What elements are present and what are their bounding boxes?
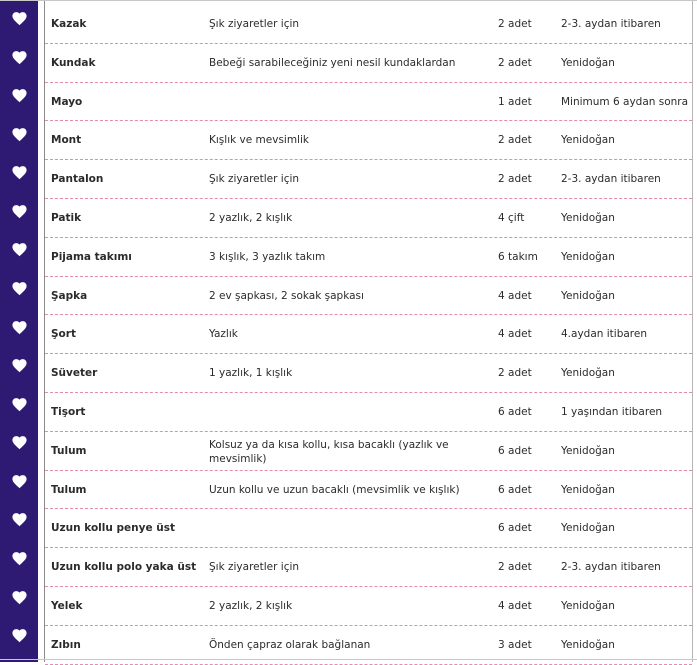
item-name: Mont (51, 134, 82, 147)
item-age: 2-3. aydan itibaren (561, 173, 661, 186)
item-age: Yenidoğan (561, 134, 615, 147)
heart-icon (11, 241, 28, 258)
item-age: Yenidoğan (561, 289, 615, 302)
item-name: Pijama takımı (51, 250, 132, 263)
item-name: Tulum (51, 483, 87, 496)
heart-icon (11, 49, 28, 66)
heart-icon (11, 589, 28, 606)
table-row (45, 160, 692, 199)
table-row (45, 5, 692, 44)
item-age: Yenidoğan (561, 638, 615, 651)
item-age: 4.aydan itibaren (561, 328, 648, 341)
item-age: Yenidoğan (561, 483, 615, 496)
item-name: Şort (51, 328, 76, 341)
table-row (45, 471, 692, 510)
item-name: Tişort (51, 406, 86, 418)
table-row (45, 277, 692, 316)
item-description: Yazlık (209, 328, 238, 341)
item-name: Uzun kollu penye üst (51, 522, 175, 535)
item-description: 2 yazlık, 2 kışlık (209, 600, 293, 612)
item-age: Yenidoğan (561, 56, 615, 69)
item-name: Mayo (51, 95, 83, 108)
heart-icon (11, 473, 28, 490)
item-age: Minimum 6 aydan sonra (561, 95, 689, 108)
item-name: Yelek (51, 600, 83, 612)
item-description: 3 kışlık, 3 yazlık takım (209, 250, 326, 263)
item-name: Kazak (51, 18, 87, 30)
item-name: Pantalon (51, 173, 104, 186)
item-description: Kolsuz ya da kısa kollu, kısa bacaklı (yazlık ve mevsimlik) (209, 438, 449, 465)
heart-icon (11, 164, 28, 181)
table-row (45, 121, 692, 160)
heart-icon (11, 280, 28, 297)
bottom-border (0, 659, 697, 660)
table-row (45, 587, 692, 626)
item-quantity: 3 adet (498, 638, 532, 651)
item-description: Kışlık ve mevsimlik (209, 134, 309, 147)
item-age: 2-3. aydan itibaren (561, 561, 661, 574)
item-quantity: 4 adet (498, 328, 532, 341)
table-row (45, 44, 692, 83)
item-age: 2-3. aydan itibaren (561, 18, 661, 30)
item-description: Şık ziyaretler için (209, 18, 300, 30)
item-name: Süveter (51, 367, 98, 380)
heart-icon (11, 434, 28, 451)
item-quantity: 6 adet (498, 522, 532, 535)
item-quantity: 6 adet (498, 483, 532, 496)
table-row (45, 315, 692, 354)
item-description: Şık ziyaretler için (209, 173, 300, 186)
item-quantity: 6 adet (498, 406, 532, 418)
item-description: 1 yazlık, 1 kışlık (209, 367, 293, 380)
table-row (45, 393, 692, 432)
item-name: Şapka (51, 289, 88, 302)
item-age: Yenidoğan (561, 600, 615, 612)
item-description: 2 yazlık, 2 kışlık (209, 212, 293, 224)
item-name: Uzun kollu polo yaka üst (51, 561, 197, 574)
heart-icon (11, 627, 28, 644)
table-row (45, 509, 692, 548)
item-quantity: 4 adet (498, 600, 532, 612)
item-age: Yenidoğan (561, 444, 615, 457)
table-row (45, 199, 692, 238)
item-quantity: 4 adet (498, 289, 532, 302)
heart-icon (11, 550, 28, 567)
heart-icon (11, 126, 28, 143)
item-age: Yenidoğan (561, 367, 615, 380)
item-name: Patik (51, 212, 82, 224)
item-age: Yenidoğan (561, 250, 615, 263)
item-description: Uzun kollu ve uzun bacaklı (mevsimlik ve kışlık) (209, 483, 460, 496)
heart-icon (11, 87, 28, 104)
item-quantity: 2 adet (498, 561, 532, 574)
heart-icon (11, 396, 28, 413)
item-quantity: 1 adet (498, 95, 532, 108)
heart-icon (11, 203, 28, 220)
item-quantity: 2 adet (498, 18, 532, 30)
item-name: Tulum (51, 444, 87, 457)
table-row (45, 548, 692, 587)
table-row (45, 432, 692, 471)
item-quantity: 2 adet (498, 173, 532, 186)
heart-icon (11, 319, 28, 336)
item-description: Şık ziyaretler için (209, 561, 300, 574)
item-age: Yenidoğan (561, 522, 615, 535)
item-description: 2 ev şapkası, 2 sokak şapkası (209, 289, 364, 302)
table-row (45, 83, 692, 122)
decorative-hearts-band (0, 1, 38, 662)
item-quantity: 4 çift (498, 212, 525, 224)
item-age: Yenidoğan (561, 212, 615, 224)
table-row (45, 238, 692, 277)
item-description: Bebeği sarabileceğiniz yeni nesil kundaklardan (209, 56, 456, 69)
heart-icon (11, 357, 28, 374)
heart-icon (11, 511, 28, 528)
item-quantity: 2 adet (498, 56, 532, 69)
item-quantity: 6 takım (498, 250, 538, 263)
item-name: Kundak (51, 56, 96, 69)
heart-icon (11, 10, 28, 27)
item-quantity: 2 adet (498, 367, 532, 380)
item-description: Önden çapraz olarak bağlanan (209, 638, 371, 651)
item-quantity: 6 adet (498, 444, 532, 457)
item-name: Zıbın (51, 638, 81, 651)
right-border (692, 1, 693, 662)
table-row (45, 354, 692, 393)
item-quantity: 2 adet (498, 134, 532, 147)
item-age: 1 yaşından itibaren (561, 406, 663, 418)
